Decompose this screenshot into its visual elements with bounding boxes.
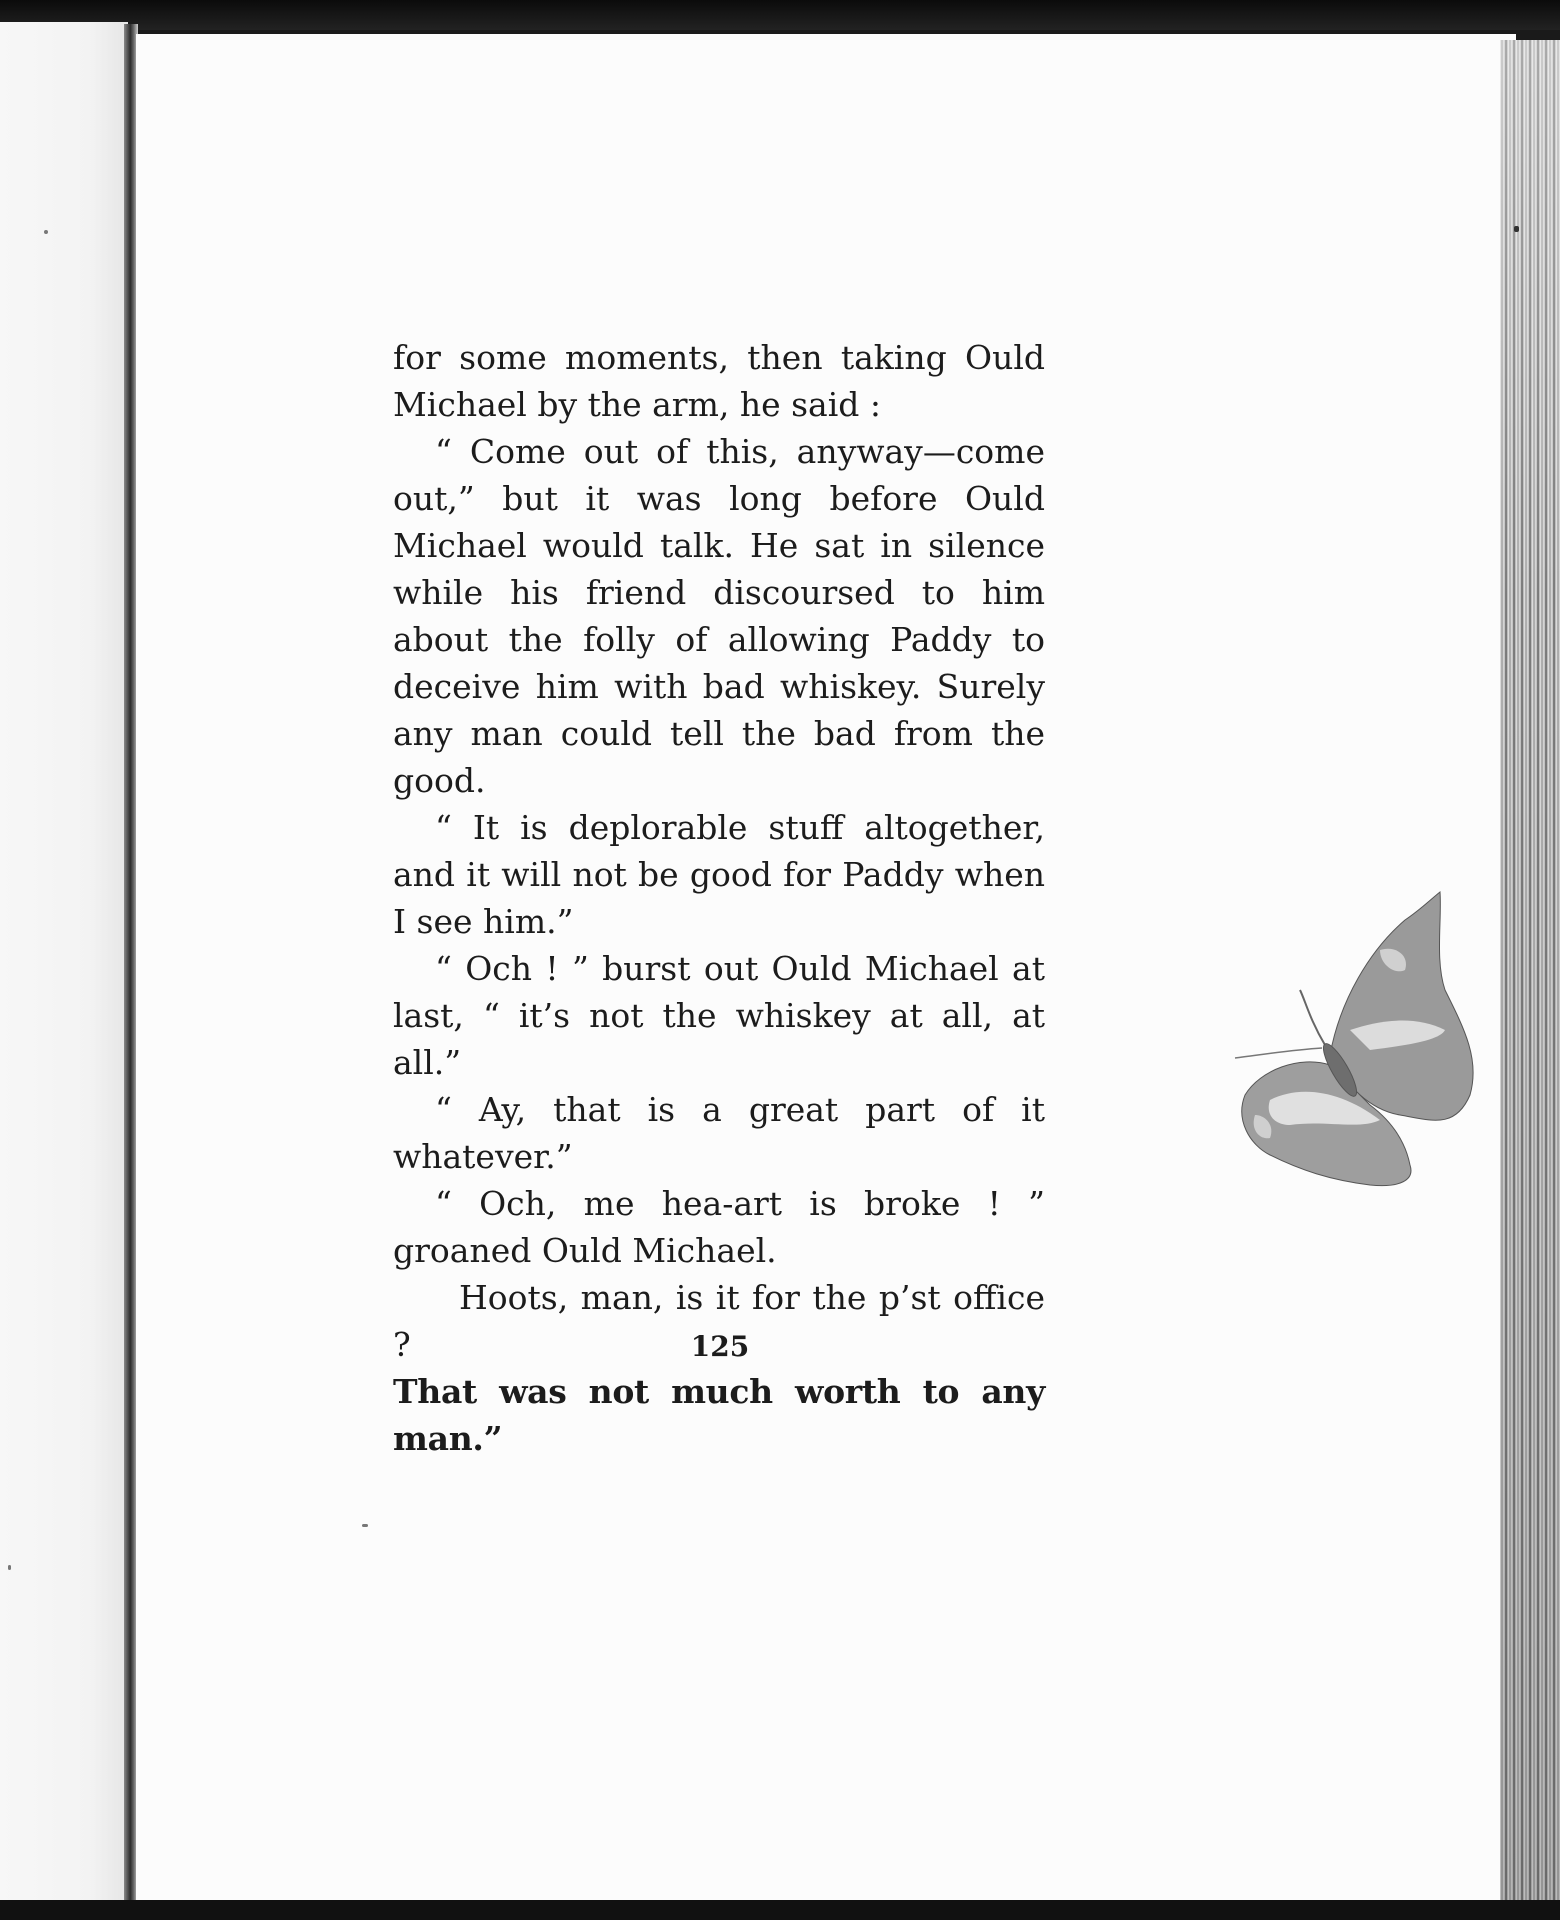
paragraph: for some moments, then taking Ould Michael by the arm, he said :: [393, 338, 1045, 424]
top-shadow: [0, 0, 1560, 30]
left-page: [0, 22, 128, 1902]
paper-speck: [1514, 226, 1519, 232]
paper-speck: [362, 1524, 368, 1527]
paragraph: “ Come out of this, anyway—come out,” but it was long before Ould Michael would talk. He sat in silence while his friend discoursed to him about the folly of allowing Paddy to deceive him with bad whiskey. Surely any man could tell the bad from the good.: [393, 432, 1045, 800]
paragraph: “ Och ! ” burst out Ould Michael at last, “ it’s not the whiskey at all, at all.”: [393, 949, 1045, 1082]
page-number-text: 125: [690, 1330, 750, 1363]
paper-speck: [44, 230, 48, 234]
bottom-shadow: [0, 1900, 1560, 1920]
page-number: [0, 1330, 1440, 1363]
paper-speck: [8, 1565, 11, 1570]
paragraph: “ Ay, that is a great part of it whatever.”: [393, 1090, 1045, 1176]
paragraph: “ Och, me hea-art is broke ! ” groaned Ould Michael.: [393, 1184, 1045, 1270]
butterfly-illustration: [1230, 880, 1530, 1230]
body-text: [393, 334, 1045, 1462]
paragraph: “ It is deplorable stuff altogether, and it will not be good for Paddy when I see him.”: [393, 808, 1045, 941]
paragraph: Hoots, man, is it for the p’st office ?: [393, 1278, 1045, 1364]
butterfly-icon: [1235, 892, 1473, 1186]
paragraph: That was not much worth to any man.”: [393, 1372, 1045, 1458]
